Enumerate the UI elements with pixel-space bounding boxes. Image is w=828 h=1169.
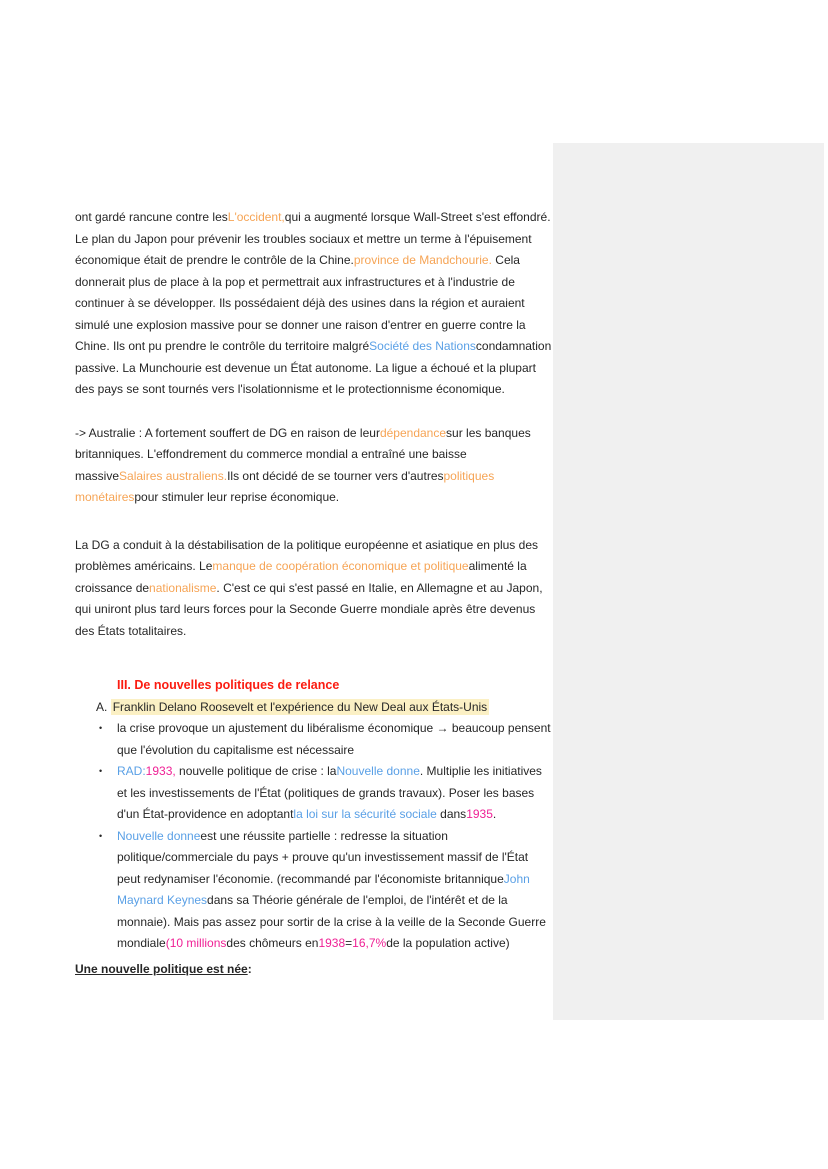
- text-run: dans sa Théorie générale de l'emploi, de l'intérêt et de la monnaie). Mais pas assez pour sortir de la crise à la veille de la Seconde Guerre mondiale: [117, 893, 546, 950]
- text-run: est une réussite partielle : redresse la situation politique/commerciale du pays + prouve qu'un investissement massif de l'État peut redynamiser l'économie. (recommandé par l'économiste britannique: [117, 828, 529, 886]
- bullet-item: [75, 761, 552, 826]
- section-heading: III. De nouvelles politiques de relance: [117, 678, 340, 692]
- text-run: -> Australie : A fortement souffert de DG en raison de leur: [75, 425, 380, 440]
- blue-term: Société des Nations: [369, 339, 476, 353]
- orange-term: L'occident,: [227, 210, 285, 224]
- side-panel: [553, 143, 824, 1020]
- text-run: nouvelle politique de crise : la: [175, 764, 337, 778]
- orange-term: politiques monétaires: [75, 468, 495, 504]
- orange-term: manque de coopération économique et politique: [212, 559, 469, 573]
- blue-term: Nouvelle donne: [336, 764, 420, 778]
- pink-number: (10 millions: [165, 936, 227, 950]
- pink-number: 1935: [466, 807, 493, 821]
- text-run: de la population active): [386, 936, 510, 950]
- text-run: . Multiplie les initiatives et les investissements de l'État (politiques de grands travaux). Poser les bases d'un État-providence en adoptant: [117, 764, 542, 821]
- text-run: pour stimuler leur reprise économique.: [134, 490, 340, 504]
- text-run: . C'est ce qui s'est passé en Italie, en Allemagne et au Japon, qui uniront plus tard leurs forces pour la Seconde Guerre mondiale après être devenus des États totalitaires.: [75, 580, 543, 638]
- bullet-icon: •: [99, 723, 103, 733]
- subsection-label: A.: [96, 699, 108, 714]
- text-run: ont gardé rancune contre les: [75, 210, 228, 224]
- bullet-icon: •: [99, 766, 103, 776]
- text-run: sur les banques britanniques. L'effondrement du commerce mondial a entraîné une baisse massive: [75, 425, 531, 483]
- blue-term: Nouvelle donne: [117, 828, 201, 843]
- text-run: La DG a conduit à la déstabilisation de la politique européenne et asiatique en plus des problèmes américains. Le: [75, 537, 538, 573]
- orange-term: dépendance: [379, 425, 447, 440]
- text-run: =: [345, 936, 353, 950]
- bullet-item: [75, 718, 552, 761]
- paragraph-japan-manchuria: [75, 207, 552, 401]
- closing-colon: :: [247, 961, 252, 976]
- pink-number: 1933,: [145, 764, 176, 778]
- bullet-item: [75, 826, 552, 955]
- text-run: Cela donnerait plus de place à la pop et permettrait aux infrastructures et à l'industrie de continuer à se développer. Ils possédaient déjà des usines dans la région et auraient simulé une explosion massive pour se donner une raison d'entrer en guerre contre la Chine. Ils ont pu prendre le contrôle du territoire malgré: [75, 253, 526, 353]
- closing-text: Une nouvelle politique est née: [75, 961, 248, 976]
- paragraph-australia: [75, 423, 552, 509]
- text-run: .: [492, 807, 497, 821]
- pink-number: 16,7%: [352, 936, 387, 950]
- document-content: [75, 207, 552, 980]
- orange-term: nationalisme: [149, 580, 217, 595]
- text-run: alimenté la croissance de: [75, 559, 527, 595]
- blue-term: RAD:: [117, 764, 146, 778]
- text-run: condamnation passive. La Munchourie est devenue un État autonome. La ligue a échoué et la plupart des pays se sont tournés vers l'isolationnisme et le protectionnisme économique.: [75, 339, 552, 396]
- paragraph-destabilisation: [75, 535, 552, 643]
- subsection-title: Franklin Delano Roosevelt et l'expérience du New Deal aux États-Unis: [112, 699, 488, 714]
- pink-number: 1938: [318, 936, 346, 950]
- bullet-icon: •: [99, 830, 103, 841]
- bullet-list: [75, 718, 552, 955]
- blue-term: la loi sur la sécurité sociale: [293, 807, 437, 821]
- blue-term: John Maynard Keynes: [117, 871, 530, 907]
- text-run: qui a augmenté lorsque Wall-Street s'est effondré. Le plan du Japon pour prévenir les troubles sociaux et mettre un terme à l'épuisement économique était de prendre le contrôle de la Chine.: [75, 210, 551, 267]
- closing-line: [75, 959, 552, 981]
- text-run: dans: [436, 807, 467, 821]
- orange-term: province de Mandchourie.: [353, 253, 492, 267]
- subsection-line: [96, 697, 552, 719]
- text-run: Ils ont décidé de se tourner vers d'autres: [227, 468, 444, 483]
- text-run: des chômeurs en: [226, 936, 319, 950]
- text-run: la crise provoque un ajustement du libéralisme économique → beaucoup pensent que l'évolution du capitalisme est nécessaire: [117, 721, 551, 757]
- orange-term: Salaires australiens.: [119, 468, 228, 483]
